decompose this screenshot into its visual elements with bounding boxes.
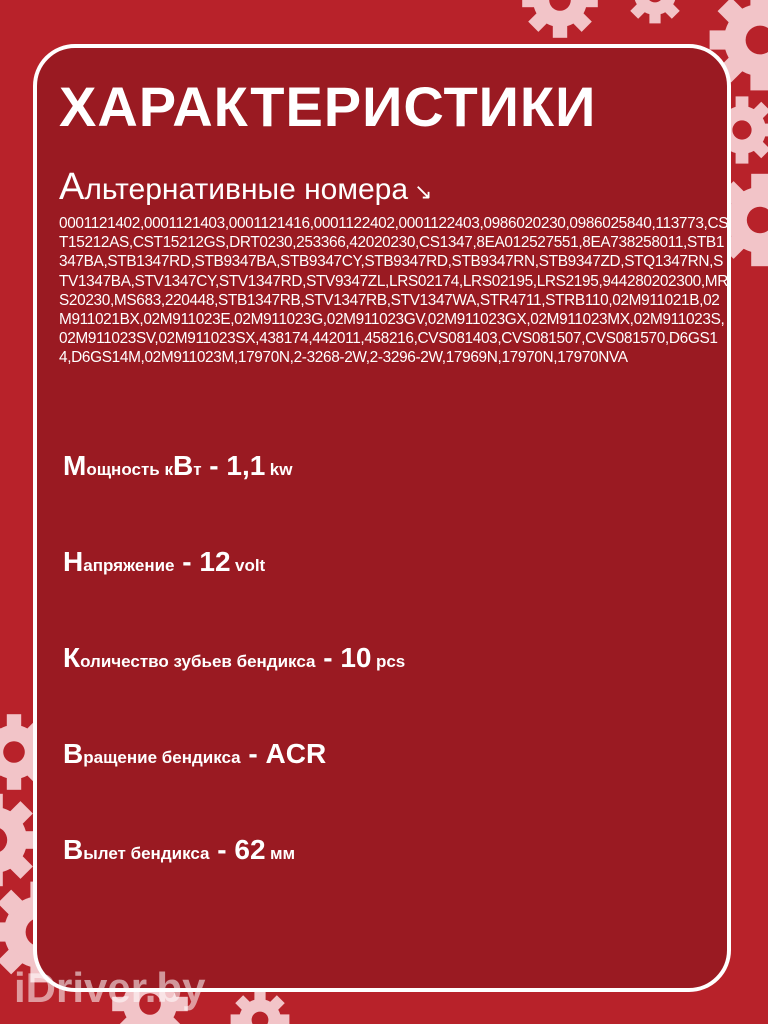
- gear-icon: [231, 991, 290, 1024]
- characteristics-card: [33, 44, 731, 992]
- gear-icon: [522, 0, 598, 38]
- watermark: iDriver.by: [14, 964, 206, 1011]
- spec-overhang: Вылет бендикса - 62 мм: [63, 834, 296, 865]
- alt-numbers-list: 0001121402,0001121403,0001121416,0001122402,0001122403,0986020230,0986025840,113773,CST15212AS,CST15212GS,DRT0230,253366,42020230,CS1347,8EA012527551,8EA738258011,STB1347BA,STB1347RD,STB9347BA,STB9347CY,STB9347RD,STB9347RN,STB9347ZD,STQ1347RN,STV1347BA,STV1347CY,STV1347RD,STV9347ZL,LRS02174,LRS02195,LRS2195,944280202300,MRS20230,MS683,220448,STB1347RB,STV1347RB,STV1347WA,STR4711,STRB110,02M911021B,02M911021BX,02M911023E,02M911023G,02M911023GV,02M911023GX,02M911023MX,02M911023S,02M911023SV,02M911023SX,438174,442011,458216,CVS081403,CVS081507,CVS081570,D6GS14,D6GS14M,02M911023M,17970N,2-3268-2W,2-3296-2W,17969N,17970N,17970NVA: [59, 215, 729, 367]
- arrow-down-right-icon: ↘: [414, 179, 433, 204]
- spec-power: Мощность кВт - 1,1 kw: [63, 450, 293, 481]
- gear-icon: [626, 0, 685, 23]
- spec-teeth-count: Количество зубьев бендикса - 10 pcs: [63, 642, 406, 673]
- alt-numbers-heading-text: льтернативные номера: [84, 173, 409, 206]
- spec-voltage: Напряжение - 12 volt: [63, 546, 266, 577]
- spec-rotation: Вращение бендикса - ACR: [63, 738, 327, 769]
- page-title: ХАРАКТЕРИСТИКИ: [59, 75, 597, 138]
- alt-numbers-heading-cap: А: [59, 166, 85, 208]
- spec-voltage-value: 12: [199, 546, 231, 577]
- spec-rotation-value: ACR: [265, 738, 327, 769]
- alt-numbers-heading: [59, 166, 432, 209]
- spec-teeth-count-value: 10: [340, 642, 372, 673]
- spec-power-value: 1,1: [226, 450, 266, 481]
- spec-overhang-value: 62: [234, 834, 266, 865]
